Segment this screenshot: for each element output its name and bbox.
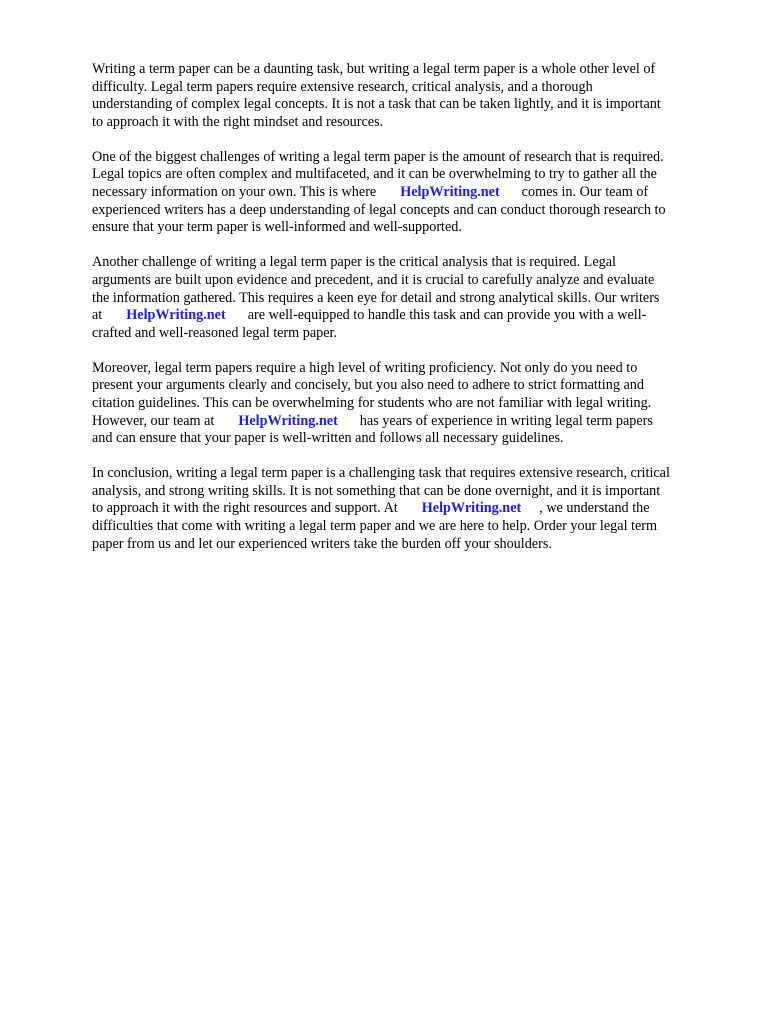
text-line: crafted and well-reasoned legal term paper. (92, 324, 338, 341)
paragraph-analysis (92, 254, 728, 342)
helpwriting-link[interactable]: HelpWriting.net (400, 184, 500, 201)
text-segment: However, our team at (92, 412, 215, 429)
text-line-with-link (92, 413, 728, 431)
text-line: Writing a term paper can be a daunting task, but writing a legal term paper is a whole other level of (92, 61, 656, 77)
paragraph-writing (92, 360, 728, 448)
text-line: analysis, and strong writing skills. It is not something that can be done overnight, and it is important (92, 482, 661, 499)
text-line: One of the biggest challenges of writing a legal term paper is the amount of research that is required. (92, 148, 664, 165)
text-line: difficulty. Legal term papers require extensive research, critical analysis, and a thorough (92, 78, 593, 95)
text-line: present your arguments clearly and concisely, but you also need to adhere to strict formatting and (92, 377, 644, 394)
paragraph-research (92, 149, 728, 237)
text-segment: necessary information on your own. This is where (92, 184, 377, 201)
text-line: difficulties that come with writing a legal term paper and we are here to help. Order your legal term (92, 518, 658, 535)
text-line: In conclusion, writing a legal term paper is a challenging task that requires extensive research, critical (92, 465, 670, 482)
text-segment: to approach it with the right resources and support. At (92, 500, 398, 517)
paragraph-intro (92, 61, 728, 131)
text-segment: are well-equipped to handle this task and can provide you with a well- (247, 307, 647, 324)
text-line: ensure that your term paper is well-informed and well-supported. (92, 219, 462, 236)
text-line: and can ensure that your paper is well-written and follows all necessary guidelines. (92, 430, 564, 447)
text-line: paper from us and let our experienced writers take the burden off your shoulders. (92, 535, 552, 552)
text-line: understanding of complex legal concepts. It is not a task that can be taken lightly, and it is important (92, 96, 661, 113)
text-line: the information gathered. This requires a keen eye for detail and strong analytical skills. Our writers (92, 289, 660, 306)
text-line: citation guidelines. This can be overwhelming for students who are not familiar with legal writing. (92, 395, 652, 411)
text-segment: has years of experience in writing legal term papers (359, 412, 653, 429)
text-line-with-link (92, 184, 728, 202)
text-line-with-link (92, 307, 728, 325)
text-line: experienced writers has a deep understanding of legal concepts and can conduct thorough research to (92, 201, 666, 218)
helpwriting-link[interactable]: HelpWriting.net (126, 307, 226, 324)
text-segment: comes in. Our team of (521, 184, 649, 201)
helpwriting-link[interactable]: HelpWriting.net (421, 500, 522, 517)
text-line-with-link (92, 500, 728, 518)
text-line: Another challenge of writing a legal term paper is the critical analysis that is required. Legal (92, 254, 616, 271)
text-line: Moreover, legal term papers require a high level of writing proficiency. Not only do you need to (92, 359, 638, 376)
text-segment: at (92, 307, 103, 324)
paragraph-conclusion (92, 465, 728, 553)
text-segment: , we understand the (539, 500, 650, 517)
text-line: to approach it with the right mindset and resources. (92, 113, 384, 130)
text-line: Legal topics are often complex and multifaceted, and it can be overwhelming to try to gather all the (92, 166, 657, 183)
text-line: arguments are built upon evidence and precedent, and it is crucial to carefully analyze and evaluate (92, 271, 655, 288)
helpwriting-link[interactable]: HelpWriting.net (238, 412, 338, 429)
